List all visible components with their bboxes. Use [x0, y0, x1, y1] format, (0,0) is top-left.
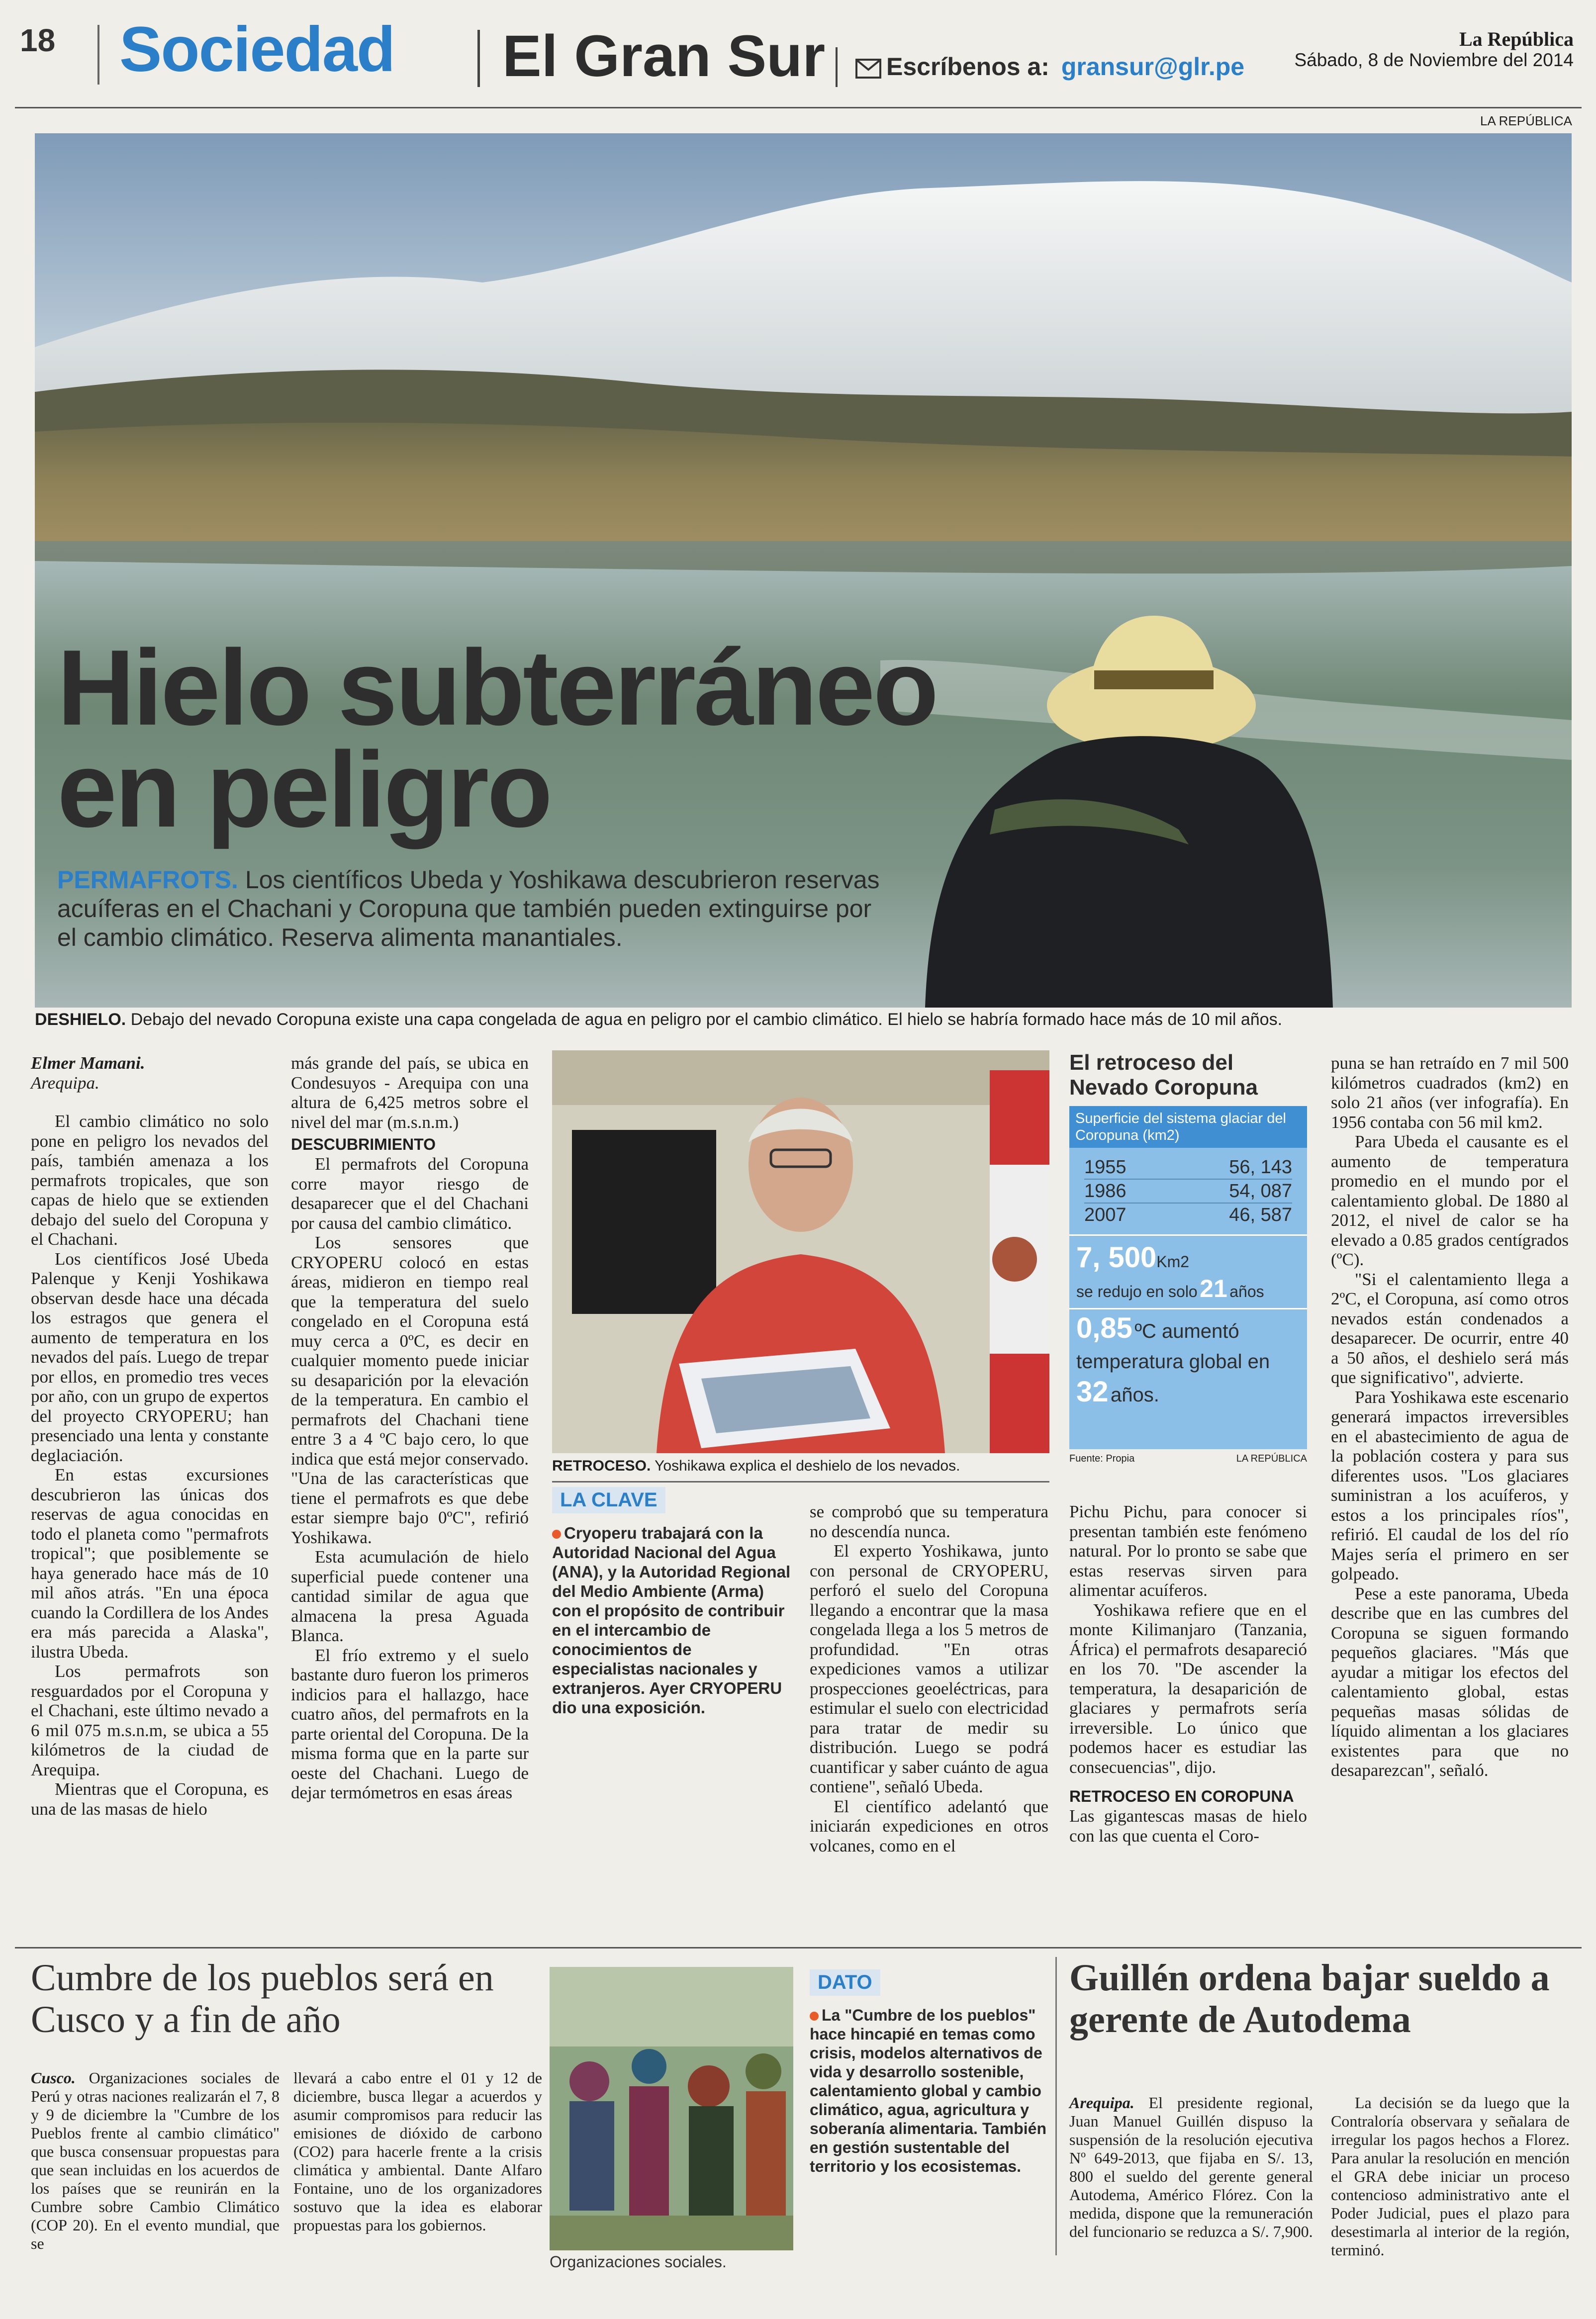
email-link[interactable]: gransur@glr.pe [1061, 53, 1245, 81]
stat1-number: 7, 500 [1076, 1241, 1157, 1274]
row-value: 46, 587 [1229, 1205, 1292, 1225]
bottom-left-text1: Organizaciones sociales de Perú y otras naciones realizarán el 7, 8 y 9 de diciembre la "Cumbre de los Pueblos frente al cambio climático" que busca consensuar propuestas para que sean incluidas en los acuerdos de los países que se reunirán en la Cumbre sobre Cambio Climático (COP 20). En el evento mundial, que se [31, 2069, 280, 2252]
dato-body: La "Cumbre de los pueblos" hace hincapié en temas como crisis, modelos alternativos de vida y desarrollo sostenible, calentamiento global y cambio climático, agua, agricultura y soberanía alimentaria. También en gestión sustentable del territorio y los ecosistemas. [810, 2006, 1047, 2175]
bottom-left-dateline: Cusco. [31, 2069, 76, 2087]
article-paragraph: más grande del país, se ubica en Condesuyos - Arequipa con una altura de 6,425 metros sobre el nivel del mar (m.s.n.m.) [291, 1053, 529, 1132]
infographic-footer [1069, 1453, 1307, 1465]
infographic-row [1084, 1204, 1292, 1226]
infographic-rows [1069, 1148, 1307, 1234]
bottom-left-col1 [31, 2069, 280, 2253]
article-paragraph: Pichu Pichu, para conocer si presentan también este fenómeno natural. Por lo pronto se sabe que estas reservas sirven para alimentar acuíferos. [1069, 1502, 1307, 1600]
portrait-photo [552, 1050, 1049, 1453]
clave-box [552, 1487, 791, 1717]
article-paragraph: El permafrots del Coropuna corre mayor riesgo de desaparecer que el del Chachani por causa del cambio climático. [291, 1154, 529, 1233]
portrait-caption-text: Yoshikawa explica el deshielo de los nevados. [655, 1458, 960, 1474]
issue-date: Sábado, 8 de Noviembre del 2014 [1294, 50, 1574, 70]
stat2-text: ºC aumentó temperatura global en [1076, 1320, 1270, 1373]
row-value: 54, 087 [1229, 1181, 1292, 1202]
article-paragraph: En estas excursiones descubrieron las únicas dos reservas de agua conocidas en todo el planeta como "permafrots tropical"; que posiblemente se haya generado hace más de 10 mil años atrás. "En una época cuando la Cordillera de los Andes era más parecida a Alaska", ilustra Ubeda. [31, 1465, 269, 1662]
dato-box [810, 1969, 1048, 2176]
article-paragraph: Para Ubeda el causante es el aumento de temperatura promedio en el mundo por el calentamiento global. De 1880 al 2012, el nivel de calor se ha elevado a 0.85 grados centígrados (ºC). [1331, 1132, 1569, 1269]
stat1-years: 21 [1200, 1275, 1227, 1302]
bullet-dot-icon [552, 1530, 561, 1539]
bottom-right-col1 [1069, 2094, 1313, 2241]
section-title: Sociedad [119, 14, 395, 85]
article-paragraph: Los sensores que CRYOPERU colocó en estas áreas, midieron en tiempo real que la temperatura del suelo congelado en el Coropuna está muy cerca a 0ºC, es decir en cualquier momento puede iniciar su desaparición por la elevación de la temperatura. En cambio el permafrots del Chachani tiene entre 3 a 4 ºC bajo cero, lo que indica que está mejor conservado. "Una de las características que tiene el permafrots es que debe estar siempre bajo 0ºC", refirió Yoshikawa. [291, 1233, 529, 1547]
article-paragraph: se comprobó que su temperatura no descendía nunca. [810, 1502, 1048, 1541]
article-paragraph: Las gigantescas masas de hielo con las que cuenta el Coro- [1069, 1806, 1307, 1846]
newspaper-name: La República [1459, 28, 1574, 50]
article-paragraph: El cambio climático no solo pone en peligro los nevados del país, también amenaza a los permafrots tropicales, que son capas de hielo que se extienden debajo del suelo del Coropuna y el Chachani. [31, 1112, 269, 1249]
clave-body: Cryoperu trabajará con la Autoridad Nacional del Agua (ANA), y la Autoridad Regional del Medio Ambiente (Arma) con el propósito de contribuir en el intercambio de conocimientos de especialistas nacionales y extranjeros. Ayer CRYOPERU dio una exposición. [552, 1524, 791, 1717]
hero-caption [35, 1010, 1572, 1029]
article-col2 [291, 1053, 529, 1803]
article-paragraph: Esta acumulación de hielo superficial puede contener una cantidad similar de agua que almacena la presa Aguada Blanca. [291, 1547, 529, 1645]
infographic [1069, 1050, 1307, 1478]
bottom-right-text2: La decisión se da luego que la Contraloría observara y señalara de irregular los pagos hechos a Florez. Para anular la resolución en mención el GRA debe iniciar un proceso contencioso administrativo ante el Poder Judicial, pues el plazo para desestimarla al interior de la región, terminó. [1331, 2094, 1570, 2259]
row-year: 1955 [1084, 1157, 1127, 1178]
byline: Elmer Mamani. [31, 1053, 145, 1073]
dato-title: DATO [810, 1969, 880, 1996]
infographic-panel [1069, 1106, 1307, 1449]
portrait-caption-kicker: RETROCESO. [552, 1458, 651, 1474]
stat-retreat [1069, 1234, 1307, 1308]
bottom-left-headline: Cumbre de los pueblos será en Cusco y a fin de año [31, 1957, 494, 2041]
article-paragraph: El frío extremo y el suelo bastante duro fueron los primeros indicios para el hallazgo, hace cuatro años, del permafrots en la parte oriental del Coropuna. De la misma forma que en la parte sur oeste del Chachani. Luego de dejar termómetros en esas áreas [291, 1645, 529, 1802]
photo-credit: LA REPÚBLICA [1480, 113, 1572, 128]
write-us [855, 52, 1244, 81]
hero-deck [57, 865, 893, 952]
subhead-descubrimiento: DESCUBRIMIENTO [291, 1135, 436, 1153]
row-value: 56, 143 [1229, 1157, 1292, 1178]
bottom-photo-caption: Organizaciones sociales. [550, 2253, 727, 2271]
infographic-row [1084, 1156, 1292, 1180]
article-col5 [1331, 1053, 1569, 1780]
article-col1 [31, 1053, 269, 1819]
bottom-photo [550, 1967, 793, 2250]
bottom-right-headline: Guillén ordena bajar sueldo a gerente de Autodema [1069, 1957, 1550, 2041]
bottom-right-text1: El presidente regional, Juan Manuel Guillén dispuso la suspensión de la resolución ejecutiva Nº 649-2013, que fijaba en S/. 13, 800 el sueldo del gerente general Autodema, Américo Flórez. Con la medida, dispone que la remuneración del funcionario se reduzca a S/. 7,900. [1069, 2094, 1313, 2240]
subhead-retroceso: RETROCESO EN COROPUNA [1069, 1787, 1294, 1805]
infographic-row [1084, 1180, 1292, 1204]
stat-temperature [1069, 1308, 1307, 1418]
bottom-left-col2 [293, 2069, 542, 2234]
row-year: 1986 [1084, 1181, 1127, 1202]
page-number: 18 [20, 22, 56, 58]
infographic-title: El retroceso del Nevado Coropuna [1069, 1050, 1258, 1100]
stat1-years-unit: años [1229, 1283, 1264, 1300]
stat2-number: 0,85 [1076, 1312, 1132, 1344]
stat2-years: 32 [1076, 1376, 1109, 1408]
row-year: 2007 [1084, 1205, 1127, 1225]
clave-title: LA CLAVE [552, 1487, 665, 1513]
article-col4 [1069, 1502, 1307, 1846]
infographic-source: Fuente: Propia [1069, 1453, 1135, 1464]
envelope-icon [855, 59, 881, 79]
article-paragraph: El experto Yoshikawa, junto con personal de CRYOPERU, perforó el suelo del Coropuna llegando a encontrar que la masa congelada llega a los 5 metros de profundidad. "En otras expediciones vamos a utilizar prospecciones geoeléctricas, para estimular el suelo con electricidad para tratar de medir su distribución. Luego se podrá cuantificar y saber cuánto de agua contiene", señaló Ubeda. [810, 1541, 1048, 1796]
infographic-credit: LA REPÚBLICA [1236, 1453, 1307, 1464]
hero-headline-line2: en peligro [57, 729, 551, 849]
hero-headline [57, 627, 937, 849]
stat1-unit: Km2 [1156, 1253, 1190, 1271]
article-paragraph: "Si el calentamiento llega a 2ºC, el Coropuna, así como otros nevados están condenados a desaparecer. De ocurrir, entre 40 a 50 años, el deshielo será más que significativo", advierte. [1331, 1269, 1569, 1387]
article-paragraph: Para Yoshikawa este escenario generará impactos irreversibles en el abastecimiento de agua de la población costera y para sus diferentes usos. "Los glaciares suministran a los acuíferos, y estos a los principales ríos", refirió. El caudal de los del río Majes sería el primero en ser golpeado. [1331, 1387, 1569, 1583]
bottom-right-col2 [1331, 2094, 1570, 2259]
hero-caption-kicker: DESHIELO. [35, 1010, 126, 1029]
hero-caption-text: Debajo del nevado Coropuna existe una capa congelada de agua en peligro por el cambio climático. El hielo se habría formado hace más de 10 mil años. [130, 1010, 1283, 1029]
article-paragraph: puna se han retraído en 7 mil 500 kilómetros cuadrados (km2) en solo 21 años (ver infografía). En 1956 contaba con 56 mil km2. [1331, 1053, 1569, 1132]
dateline: Arequipa. [31, 1073, 99, 1093]
hero-deck-kicker: PERMAFROTS. [57, 866, 238, 894]
bottom-left-text2: llevará a cabo entre el 01 y 12 de diciembre, busca llegar a acuerdos y asumir compromisos para reducir las emisiones de dióxido de carbono (CO2) para hacerle frente a la crisis climática y ambiental. Dante Alfaro Fontaine, uno de los organizadores sostuvo que la idea es elaborar propuestas para los gobiernos. [293, 2069, 542, 2234]
write-us-label: Escríbenos a: [886, 53, 1049, 81]
portrait-caption [552, 1457, 1049, 1475]
stat2-years-unit: años. [1110, 1384, 1159, 1406]
article-paragraph: El científico adelantó que iniciarán expediciones en otros volcanes, como en el [810, 1796, 1048, 1855]
article-paragraph: Mientras que el Coropuna, es una de las masas de hielo [31, 1779, 269, 1819]
article-paragraph: Pese a este panorama, Ubeda describe que en las cumbres del Coropuna se siguen formando pequeños glaciares. "Más que ayudar a mitigar los efectos del calentamiento global, estas pequeñas masas sólidas de líquido alimentan a los glaciares existentes para que no desaparezcan", señaló. [1331, 1583, 1569, 1780]
stat1-text: se redujo en solo [1076, 1283, 1198, 1300]
dato-text [810, 2006, 1048, 2176]
article-paragraph: Los permafrots son resguardados por el Coropuna y el Chachani, este último nevado a 6 mil 075 m.s.n.m, se ubica a 55 kilómetros de la ciudad de Arequipa. [31, 1662, 269, 1779]
article-paragraph: Los científicos José Ubeda Palenque y Kenji Yoshikawa observan desde hace una década los estragos que genera el aumento de temperatura en los nevados del país. Luego de trepar por ellos, en promedio tres veces por año, con un grupo de expertos del proyecto CRYOPERU; han presenciado una lenta y constante deglaciación. [31, 1249, 269, 1465]
article-col3 [810, 1502, 1048, 1855]
subsection-title: El Gran Sur [502, 23, 826, 89]
hero-deck-text: Los científicos Ubeda y Yoshikawa descubrieron reservas acuíferas en el Chachani y Coropuna que también pueden extinguirse por el cambio climático. Reserva alimenta manantiales. [57, 866, 880, 951]
hero-headline-line1: Hielo subterráneo [57, 627, 937, 747]
clave-text [552, 1523, 791, 1717]
infographic-table-header: Superficie del sistema glaciar del Coropuna (km2) [1069, 1106, 1307, 1148]
bottom-right-dateline: Arequipa. [1069, 2094, 1134, 2112]
bullet-dot-icon [810, 2012, 819, 2021]
article-paragraph: Yoshikawa refiere que en el monte Kilimanjaro (Tanzania, África) el permafrots desapareció en los 70. "De ascender la temperatura, la desaparición de glaciares y permafrots sería irreversible. Lo único que podemos hacer es estudiar las consecuencias", dijo. [1069, 1600, 1307, 1777]
